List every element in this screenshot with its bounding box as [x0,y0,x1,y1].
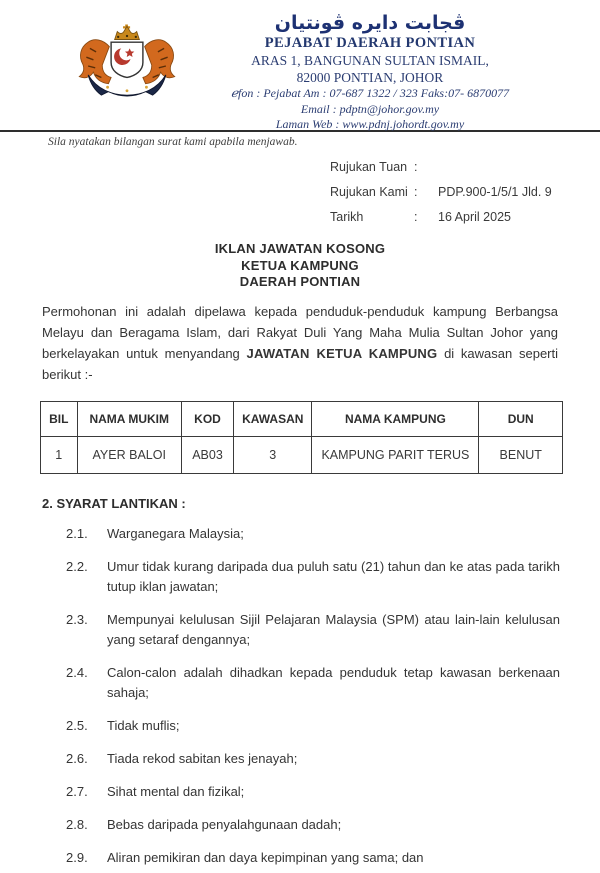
cell-nama-kampung: KAMPUNG PARIT TERUS [312,436,479,473]
office-name: PEJABAT DAERAH PONTIAN [264,35,476,51]
address-line-1: ARAS 1, BANGUNAN SULTAN ISMAIL, [251,53,489,68]
col-header-kawasan: KAWASAN [234,401,312,436]
title-line-3: DAERAH PONTIAN [239,274,361,289]
col-header-bil: BIL [41,401,78,436]
reference-block [330,154,600,229]
reference-colon: : [414,184,418,199]
cell-kawasan: 3 [234,436,312,473]
vacancy-table [40,401,563,474]
item-number: 2.8. [66,816,88,832]
address-line-2: 82000 PONTIAN, JOHOR [296,70,444,85]
table-row [41,436,563,473]
website-line: Laman Web : www.pdnj.johordt.gov.my [275,117,465,131]
email-line: Email : pdptn@johor.gov.my [300,101,440,116]
office-name-jawi: ڤجابت دايره ڤونتيان [274,12,466,34]
item-text: Tidak muflis; [107,717,180,733]
col-header-kod: KOD [181,401,233,436]
table-header-row [41,401,563,436]
title-line-2: KETUA KAMPUNG [241,257,359,273]
section-2-heading: 2. SYARAT LANTIKAN : [42,495,186,511]
list-item-2-2 [66,557,560,597]
cell-dun: BENUT [479,436,563,473]
requirements-list [66,524,560,868]
reference-value: 16 April 2025 [438,209,511,224]
item-text: Tiada rekod sabitan kes jenayah; [107,750,298,766]
reference-label: Rujukan Tuan [330,159,408,174]
item-number: 2.7. [66,783,88,799]
reference-row-tarikh [330,204,600,229]
col-header-nama-kampung: NAMA KAMPUNG [312,401,479,436]
item-text: Bebas daripada penyalahgunaan dadah; [107,816,342,832]
tiger-left-icon [79,40,111,84]
reference-colon: : [414,209,418,224]
crown-icon [115,24,140,39]
item-number: 2.2. [66,558,88,574]
cell-kod: AB03 [181,436,233,473]
item-number: 2.4. [66,664,88,680]
letterhead [0,0,600,132]
phone-fax-line: ℯfon : Pejabat Am : 07-687 1322 / 323 Faks:07- 6870077 [230,86,510,100]
intro-bold-phrase: JAWATAN KETUA KAMPUNG [246,345,438,361]
document-title [0,241,600,291]
vacancy-table-wrap [40,401,563,474]
list-item-2-5 [66,716,560,736]
item-text: Umur tidak kurang daripada dua puluh satu (21) tahun dan ke atas pada tarikh tutup iklan jawatan; [107,558,560,594]
list-item-2-1 [66,524,560,544]
item-number: 2.9. [66,849,88,865]
reference-colon: : [414,159,418,174]
list-item-2-3 [66,610,560,650]
col-header-dun: DUN [479,401,563,436]
reference-label: Rujukan Kami [330,184,408,199]
item-number: 2.5. [66,717,88,733]
reference-row-kami [330,179,600,204]
cell-nama-mukim: AYER BALOI [77,436,181,473]
intro-text-after: di kawasan seperti berikut :- [42,345,559,382]
shield-icon [111,42,143,77]
reference-label: Tarikh [330,209,364,224]
reference-value: PDP.900-1/5/1 Jld. 9 [438,184,552,199]
reference-row-tuan [330,154,600,179]
letterhead-text [168,12,572,133]
list-item-2-4 [66,663,560,703]
item-number: 2.3. [66,611,88,627]
item-text: Warganegara Malaysia; [107,525,244,541]
johor-coat-of-arms-icon [74,20,180,112]
list-item-2-9 [66,848,560,868]
cell-bil: 1 [41,436,78,473]
col-header-nama-mukim: NAMA MUKIM [77,401,181,436]
item-text: Aliran pemikiran dan daya kepimpinan yang sama; dan [107,849,424,865]
intro-paragraph [42,301,558,385]
item-text: Calon-calon adalah dihadkan kepada penduduk tetap kawasan berkenaan sahaja; [107,664,560,700]
list-item-2-7 [66,782,560,802]
item-number: 2.1. [66,525,88,541]
intro-text-before: Permohonan ini adalah dipelawa kepada penduduk-penduduk kampung Berbangsa Melayu dan Beragama Islam, dari Rakyat Duli Yang Maha Mulia Sultan Johor yang berkelayakan untuk menyandang [42,303,558,361]
list-item-2-6 [66,749,560,769]
item-text: Sihat mental dan fizikal; [107,783,245,799]
item-number: 2.6. [66,750,88,766]
item-text: Mempunyai kelulusan Sijil Pelajaran Malaysia (SPM) atau lain-lain kelulusan yang setaraf dengannya; [107,611,560,647]
reply-instruction-note: Sila nyatakan bilangan surat kami apabila menjawab. [48,136,298,148]
title-line-1: IKLAN JAWATAN KOSONG [214,241,386,256]
list-item-2-8 [66,815,560,835]
